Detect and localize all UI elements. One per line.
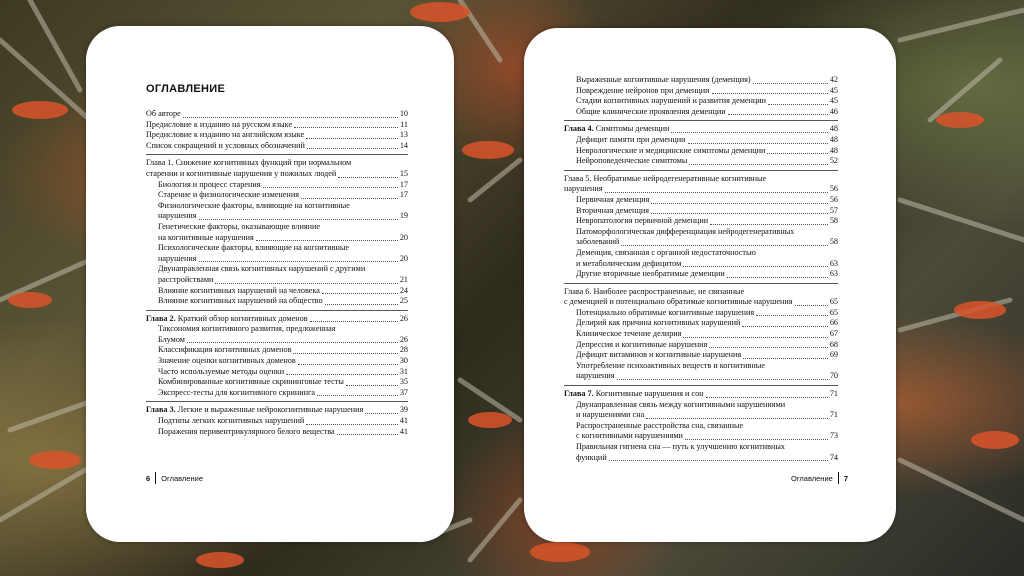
toc-subentries — [564, 75, 838, 117]
divider — [564, 120, 838, 121]
toc-entry: Общие клинические проявления деменции 46 — [576, 106, 838, 116]
divider — [564, 170, 838, 171]
toc-entry: Часто используемые методы оценки 31 — [158, 366, 408, 376]
toc-entry-line: Психологические факторы, влияющие на когнитивные — [158, 243, 349, 253]
page-number: 7 — [843, 473, 848, 483]
toc-entry-line: Патоморфологическая дифференциация нейродегенеративных — [576, 226, 795, 236]
toc-entry: Нейроповеденческие симптомы 52 — [576, 156, 838, 166]
toc-subentries: Первичная деменция 56 Вторичная деменция 57 Невропатология первичной деменции 58 Патоморфологическая дифференциация нейродегенеративных заболеваний 58 Деменция, связанная с органной недостаточностью и метаболическим дефицитом 63 Другие вторичные необратимые деменции 63 — [576, 194, 838, 279]
divider — [564, 283, 838, 284]
toc-entry: Невропатология первичной деменции 58 — [576, 216, 838, 226]
toc-subentries: Потенциально обратимые когнитивные нарушения 65 Делирий как причина когнитивных нарушений 66 Клиническое течение делирия 67 Депрессия и когнитивные нарушения 68 Дефицит витаминов и когнитивные нарушения 69 Употребление психоактивных веществ и когнитивные нарушения 70 — [576, 307, 838, 381]
toc-entry: Значение оценки когнитивных доменов 30 — [158, 356, 408, 366]
toc-subentries: Таксономия когнитивного развития, предложенная Блумом 26 Классификация когнитивных доменов 28 Значение оценки когнитивных доменов 30 Часто используемые методы оценки 31 Комбинированные когнитивные скрининговые тесты 35 Экспресс-тесты для когнитивного скрининга 37 — [158, 324, 408, 397]
toc-entry: Старение и физиологические изменения 17 — [158, 190, 408, 200]
footer-label: Оглавление — [161, 473, 203, 483]
toc-entry: Дефицит памяти при деменции 48 — [576, 134, 838, 144]
toc-chapter-1: Глава 1. Снижение когнитивных функций при нормальном старении и когнитивные нарушения у пожилых людей 15 — [146, 158, 408, 178]
toc-entry: Повреждение нейронов при деменции 45 — [576, 85, 838, 95]
toc-subentries — [564, 135, 838, 167]
toc-entry: Первичная деменция 56 — [576, 194, 838, 204]
toc-entry: Подтипы легких когнитивных нарушений 41 — [158, 416, 408, 426]
divider — [564, 385, 838, 386]
toc-list-left — [146, 109, 408, 437]
toc-entry-line: Распространенные расстройства сна, связанные — [576, 420, 744, 430]
left-page — [86, 26, 454, 542]
toc-entry: Классификация когнитивных доменов 28 — [158, 345, 408, 355]
toc-entry: Об авторе 10 — [146, 109, 408, 118]
divider — [146, 401, 408, 402]
toc-entry-line: Генетические факторы, оказывающие влияние — [158, 221, 320, 231]
toc-entry: Список сокращений и условных обозначений 14 — [146, 140, 408, 150]
toc-entry: Предисловие к изданию на английском языке 13 — [146, 130, 408, 140]
toc-list-right — [564, 75, 838, 463]
toc-chapter-7: Глава 7. Когнитивные нарушения и сон 71 — [564, 389, 838, 399]
toc-entry: Клиническое течение делирия 67 — [576, 329, 838, 339]
toc-entry: Предисловие к изданию на русском языке 11 — [146, 119, 408, 129]
footer-label: Оглавление — [791, 473, 833, 483]
divider — [146, 154, 408, 155]
toc-subentries — [146, 416, 408, 437]
toc-subentries: Биология и процесс старения 17 Старение и физиологические изменения 17 Физиологические факторы, влияющие на когнитивные нарушения 19 Генетические факторы, оказывающие влияние на когнитивные нарушения 20 Психологические факторы, влияющие на когнитивные нарушения 20 Двунаправленная связь когнитивных нарушений с другими расстройствами 21 Влияние когнитивных нарушений на человека 24 Влияние когнитивных нарушений на общество 25 — [158, 179, 408, 306]
toc-entry: Биология и процесс старения 17 — [158, 179, 408, 189]
toc-entry-line: Таксономия когнитивного развития, предложенная — [158, 324, 336, 334]
toc-subentries: Двунаправленная связь между когнитивными нарушениями и нарушениями сна 71 Распространенные расстройства сна, связанные с когнитивными нарушениями 73 Правильная гигиена сна — путь к улучшению когнитивных функций 74 — [576, 399, 838, 462]
toc-entry: Потенциально обратимые когнитивные нарушения 65 — [576, 307, 838, 317]
toc-chapter-5: Глава 5. Необратимые нейродегенеративные когнитивные нарушения 56 — [564, 173, 838, 194]
footer-divider — [155, 472, 156, 484]
footer-divider — [838, 472, 839, 484]
page-footer — [791, 472, 848, 484]
divider — [146, 310, 408, 311]
toc-entry: Выраженные когнитивные нарушения (деменция) 42 — [576, 75, 838, 84]
toc-entry: Экспресс-тесты для когнитивного скрининга 37 — [158, 387, 408, 397]
page-footer — [146, 472, 203, 484]
toc-entry: Вторичная деменция 57 — [576, 205, 838, 215]
toc-chapter-3: Глава 3. Легкие и выраженные нейрокогнитивные нарушения 39 — [146, 405, 408, 415]
page-number: 6 — [146, 473, 151, 483]
toc-entry-line: Двунаправленная связь между когнитивными нарушениями — [576, 399, 786, 409]
toc-entry: Делирий как причина когнитивных нарушений 66 — [576, 318, 838, 328]
toc-entry-line: Употребление психоактивных веществ и когнитивные — [576, 360, 765, 370]
toc-chapter-6: Глава 6. Наиболее распространенные, не связанные с деменцией и потенциально обратимые когнитивные нарушения 65 — [564, 286, 838, 307]
toc-entry: Влияние когнитивных нарушений на общество 25 — [158, 296, 408, 306]
toc-heading: ОГЛАВЛЕНИЕ — [146, 83, 226, 95]
toc-entry: Влияние когнитивных нарушений на человека 24 — [158, 285, 408, 295]
toc-entry: Дефицит витаминов и когнитивные нарушения 69 — [576, 350, 838, 360]
toc-entry-line: Физиологические факторы, влияющие на когнитивные — [158, 200, 350, 210]
toc-entry: Неврологические и медицинские симптомы деменции 48 — [576, 145, 838, 155]
toc-entry: Стадии когнитивных нарушений и развития деменции 45 — [576, 96, 838, 106]
toc-entry: Комбинированные когнитивные скрининговые тесты 35 — [158, 377, 408, 387]
toc-entry-line: Двунаправленная связь когнитивных нарушений с другими — [158, 264, 366, 274]
toc-entry: Депрессия и когнитивные нарушения 68 — [576, 339, 838, 349]
right-page — [524, 28, 896, 542]
toc-entry-line: Деменция, связанная с органной недостаточностью — [576, 247, 756, 257]
toc-entry-line: Правильная гигиена сна — путь к улучшению когнитивных — [576, 442, 785, 451]
toc-entry: Другие вторичные необратимые деменции 63 — [576, 269, 838, 279]
toc-chapter-2: Глава 2. Краткий обзор когнитивных доменов 26 — [146, 313, 408, 323]
toc-entry: Поражения перивентрикулярного белого вещества 41 — [158, 426, 408, 436]
toc-chapter-4: Глава 4. Симптомы деменции 48 — [564, 124, 838, 134]
